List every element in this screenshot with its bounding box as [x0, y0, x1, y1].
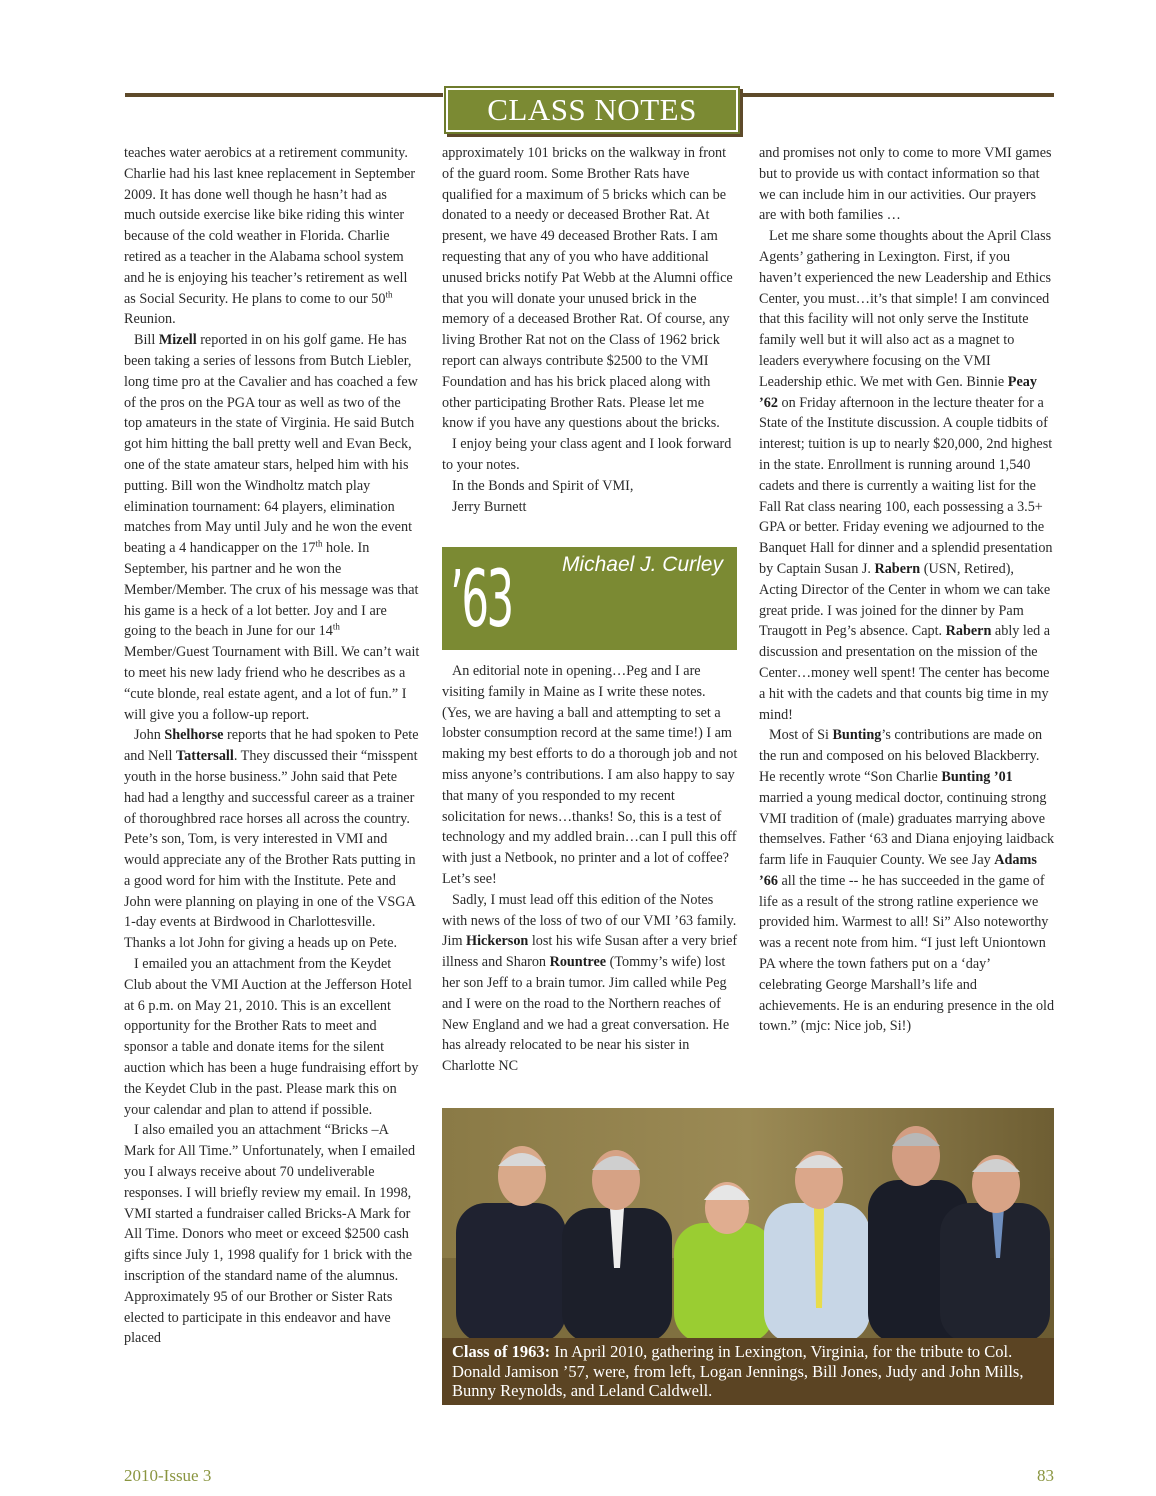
issue-label: 2010-Issue 3	[124, 1466, 212, 1485]
class-year: ’63	[450, 555, 512, 645]
group-photo	[442, 1108, 1054, 1338]
section-title: CLASS NOTES	[446, 88, 738, 132]
paragraph: I also emailed you an attachment “Bricks –A Mark for All Time.” Unfortunately, when I emailed you I always receive about 70 undeliverable responses. I will briefly review my email. In 1998, VMI started a fundraiser called Bricks-A Mark for All Time. Donors who meet or exceed $2500 cash gifts since July 1, 1998 qualify for 1 brick with the inscription of the standard name of the alumnus. Approximately 95 of our Brother or Sister Rats elected to participate in this endeavor and have placed	[124, 1122, 416, 1347]
paragraph: John Shelhorse reports that he had spoken to Pete and Nell Tattersall. They discussed their “misspent youth in the horse business.” John said that Pete had had a lengthy and successful career as a trainer of thoroughbred race horses all across the country. Pete’s son, Tom, is very interested in VMI and would appreciate any of the Brother Rats putting in a good word for him with the Institute. Pete and John were planning on playing in one of the VSGA 1-day events at Birdwood in Charlottesville. Thanks a lot John for giving a heads up on Pete.	[124, 727, 419, 952]
paragraph: In the Bonds and Spirit of VMI,	[452, 477, 634, 494]
paragraph: An editorial note in opening…Peg and I are visiting family in Maine as I write these notes. (Yes, we are having a ball and attempting to set a lobster consumption record at the same time!) I am making my best efforts to do a thorough job and not miss anyone’s contributions. I am also happy to say that many of you responded to my recent solicitation for news…thanks! So, this is a test of technology and my addled brain…can I pull this off with just a Netbook, no printer and a lot of coffee? Let’s see!	[442, 663, 738, 887]
paragraph: approximately 101 bricks on the walkway in front of the guard room. Some Brother Rats have qualified for a maximum of 5 bricks which can be donated to a needy or deceased Brother Rat. At present, we have 49 deceased Brother Rats. I am requesting that any of you who have additional unused bricks notify Pat Webb at the Alumni office that you will donate your unused brick in the memory of a deceased Brother Rat. Of course, any living Brother Rat not on the Class of 1962 brick report can always contribute $2500 to the VMI Foundation and has his brick placed along with other participating Brother Rats. Please let me know if you have any questions about the bricks.	[442, 145, 733, 432]
paragraph: I emailed you an attachment from the Keydet Club about the VMI Auction at the Jefferson Hotel at 6 p.m. on May 21, 2010. This is an excellent opportunity for the Brother Rats to meet and sponsor a table and donate items for the silent auction which has been a huge fundraising effort by the Keydet Club in the past. Please mark this on your calendar and plan to attend if possible.	[124, 956, 419, 1118]
signature: Jerry Burnett	[452, 498, 527, 515]
paragraph: Sadly, I must lead off this edition of the Notes with news of the loss of two of our VMI ’63 family. Jim Hickerson lost his wife Susan after a very brief illness and Sharon Rountree (Tommy’s wife) lost her son Jeff to a brain tumor. Jim called while Peg and I were on the road to the Northern reaches of New England and we had a great conversation. He has already relocated to be near his sister in Charlotte NC	[442, 891, 738, 1075]
paragraph: I enjoy being your class agent and I look forward to your notes.	[442, 436, 732, 473]
class-year-header	[442, 547, 737, 650]
paragraph: and promises not only to come to more VMI games but to provide us with contact information so that we can include him in our activities. Our prayers are with both families …	[759, 145, 1052, 224]
text-column-2-lower	[442, 661, 738, 1077]
paragraph: Bill Mizell reported in on his golf game. He has been taking a series of lessons from Butch Liebler, long time pro at the Cavalier and has coached a few of the pros on the PGA tour as well as two of the top amateurs in the state of Virginia. He said Butch got him hitting the ball pretty well and Evan Beck, one of the state amateur stars, helped him with his putting. Bill won the Windholtz match play elimination tournament: 64 players, elimination matches from May until July and he won the event beating a 4 handicapper on the 17th hole. In September, his partner and he won the Member/Member. The crux of his message was that his game is a heck of a lot better. Joy and I are going to the beach in June for our 14th Member/Guest Tournament with Bill. We can’t wait to meet his new lady friend who he describes as a “cute blonde, real estate agent, and a lot of fun.” I will give you a follow-up report.	[124, 332, 420, 723]
header-rule-right	[737, 93, 1054, 97]
text-column-2	[442, 143, 738, 517]
text-column-3	[759, 143, 1055, 1037]
paragraph: teaches water aerobics at a retirement community. Charlie had his last knee replacement in September 2009. It has done well though he hasn’t had as much outside exercise like bike riding this winter because of the cold weather in Florida. Charlie retired as a teacher in the Alabama school system and he is enjoying his teacher’s retirement as well as Social Security. He plans to come to our 50th Reunion.	[124, 145, 416, 328]
paragraph: Let me share some thoughts about the April Class Agents’ gathering in Lexington. First, if you haven’t experienced the new Leadership and Ethics Center, you must…it’s that simple! I am convinced that this facility will not only serve the Institute family well but it will also act as a magnet to leaders everywhere focusing on the VMI Leadership ethic. We met with Gen. Binnie Peay ’62 on Friday afternoon in the lecture theater for a State of the Institute discussion. A couple tidbits of interest; tuition is up to nearly $20,000, 2nd highest in the state. Enrollment is running around 1,540 cadets and there is currently a waiting list for the Fall Rat class nearing 100, each possessing a 3.5+ GPA or better. Friday evening we adjourned to the Banquet Hall for dinner and a splendid presentation by Captain Susan J. Rabern (USN, Retired), Acting Director of the Center in whom we can take great pride. I was joined for the dinner by Pam Traugott in Peg’s absence. Capt. Rabern ably led a discussion and presentation on the mission of the Center…money well spent! The center has become a hit with the cadets and that counts big time in my mind!	[759, 228, 1053, 723]
paragraph: Most of Si Bunting’s contributions are made on the run and composed on his beloved Blackberry. He recently wrote “Son Charlie Bunting ’01 married a young medical doctor, continuing strong VMI tradition of (male) graduates marrying above themselves. Father ‘63 and Diana enjoying laidback farm life in Fauquier County. We see Jay Adams ’66 all the time -- he has succeeded in the game of life as a result of the strong ratline experience we provided him. Warmest to all! Si” Also noteworthy was a recent note from him. “I just left Uniontown PA where the town fathers put on a ‘day’ celebrating George Marshall’s life and achievements. He is an enduring presence in the old town.” (mjc: Nice job, Si!)	[759, 727, 1055, 1035]
photo-caption: Class of 1963: In April 2010, gathering in Lexington, Virginia, for the tribute to Col. Donald Jamison ’57, were, from left, Logan Jennings, Bill Jones, Judy and John Mills, Bunny Reynolds, and Leland Caldwell.	[442, 1338, 1054, 1405]
text-column-1	[124, 143, 420, 1349]
header-rule-left	[125, 93, 443, 97]
class-agent-name: Michael J. Curley	[561, 553, 723, 576]
page-number: 83	[1037, 1466, 1054, 1485]
